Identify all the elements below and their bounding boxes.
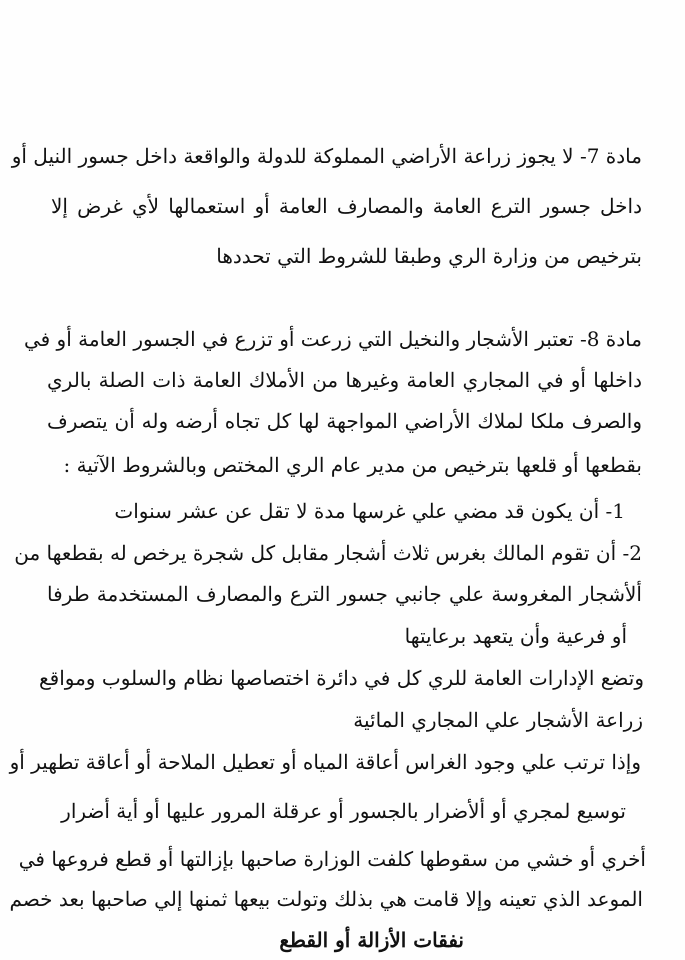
article-8-item-2-line-2: ألأشجار المغروسة علي جانبي جسور الترع والمصارف المستخدمة طرفا bbox=[47, 582, 642, 606]
article-8-line-4: بقطعها أو قلعها بترخيص من مدير عام الري المختص وبالشروط الآتية : bbox=[63, 453, 642, 477]
article-8-item-2-line-3: أو فرعية وأن يتعهد برعايتها bbox=[404, 624, 627, 648]
article-8-para-3-line-4: الموعد الذي تعينه وإلا قامت هي بذلك وتولت بيعها ثمنها إلي صاحبها بعد خصم bbox=[9, 887, 643, 911]
article-8-para-3-line-5: نفقات الأزالة أو القطع bbox=[279, 928, 464, 952]
article-8-line-1: مادة 8- تعتبر الأشجار والنخيل التي زرعت أو تزرع في الجسور العامة أو في bbox=[23, 327, 642, 351]
article-8-para-2-line-1: وتضع الإدارات العامة للري كل في دائرة اختصاصها نظام والسلوب ومواقع bbox=[39, 666, 644, 690]
article-8-para-2-line-2: زراعة الأشجار علي المجاري المائية bbox=[353, 708, 643, 732]
article-7-line-2: داخل جسور الترع العامة والمصارف العامة أو استعمالها لأي غرض إلا bbox=[51, 194, 642, 218]
article-8-para-3-line-1: وإذا ترتب علي وجود الغراس أعاقة المياه أو تعطيل الملاحة أو أعاقة تطهير أو bbox=[9, 750, 641, 774]
article-8-para-3-line-3: أخري أو خشي من سقوطها كلفت الوزارة صاحبها بإزالتها أو قطع فروعها في bbox=[18, 847, 646, 871]
article-8-item-1: 1- أن يكون قد مضي علي غرسها مدة لا تقل عن عشر سنوات bbox=[114, 499, 625, 523]
article-8-line-3: والصرف ملكا لملاك الأراضي المواجهة لها كل تجاه أرضه وله أن يتصرف bbox=[47, 409, 642, 433]
article-8-para-3-line-2: توسيع لمجري أو ألأضرار بالجسور أو عرقلة المرور عليها أو أية أضرار bbox=[61, 799, 626, 823]
article-8-line-2: داخلها أو في المجاري العامة وغيرها من الأملاك العامة ذات الصلة بالري bbox=[47, 368, 642, 392]
article-7-line-3: بترخيص من وزارة الري وطبقا للشروط التي تحددها bbox=[216, 244, 642, 268]
article-8-item-2-line-1: 2- أن تقوم المالك بغرس ثلاث أشجار مقابل كل شجرة يرخص له بقطعها من bbox=[14, 541, 642, 565]
article-7-line-1: مادة 7- لا يجوز زراعة الأراضي المملوكة للدولة والواقعة داخل جسور النيل أو bbox=[11, 144, 642, 168]
